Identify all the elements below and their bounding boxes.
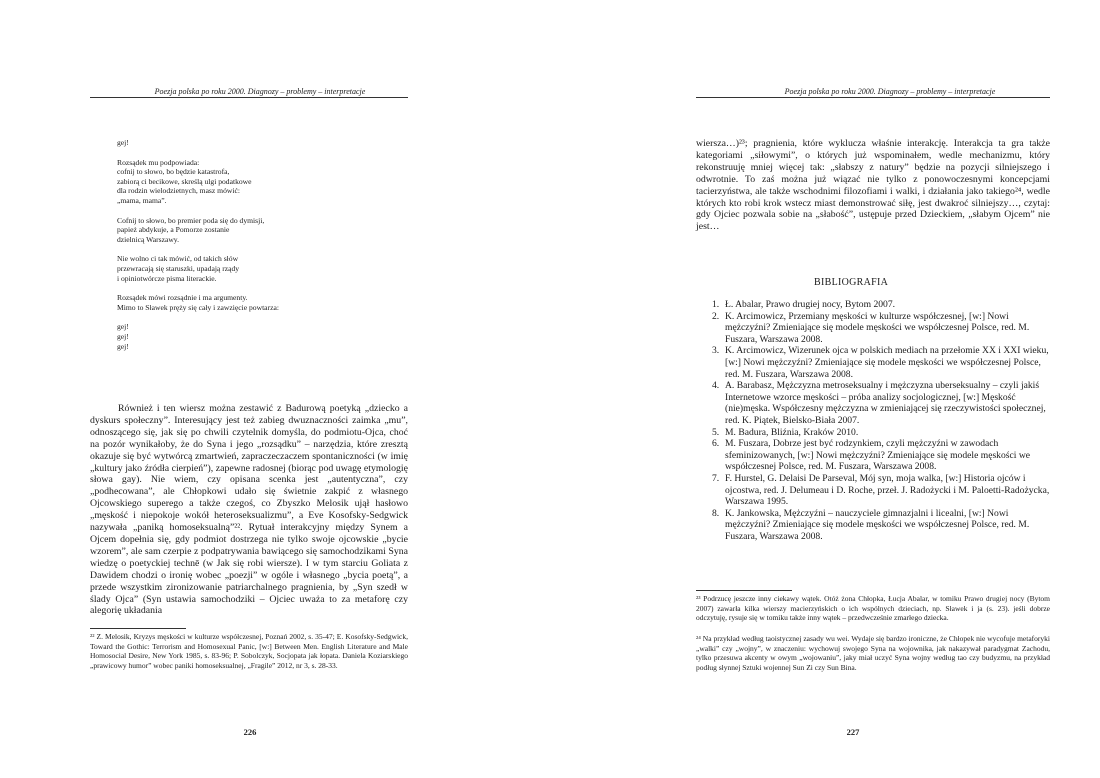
footnote: ²² Z. Melosik, Kryzys męskości w kulturze współczesnej, Poznań 2002, s. 35-47; E. Kosofsky-Sedgwick, Toward the Gothic: Terrorism and Homosexual Panic, [w:] Between Men. English Literature and Male Homosocial Desire, New York 1985, s. 83-96; P. Sobolczyk, Socjopata jak łopata. Daniela Koziarskiego „prawicowy humor” wobec paniki homoseksualnej, „Fragile” 2012, nr 3, s. 28-33. [90,632,408,670]
page-number: 227 [846,727,860,737]
header-rule [90,97,408,98]
bibliography-item: 8. K. Jankowska, Mężczyźni – nauczyciele gimnazjalni i licealni, [w:] Nowi mężczyźni? Zmieniające się modele męskości we współczesnej Polsce, red. M. Fuszara, Warszawa 2008. [712,507,1030,542]
bibliography-item: 3. K. Arcimowicz, Wizerunek ojca w polskich mediach na przełomie XX i XXI wieku, [w:] Nowi mężczyźni? Zmieniające się modele męskości we współczesnej Polsce, red. M. Fuszara, Warszawa 2008. [712,345,1049,380]
running-head: Poezja polska po roku 2000. Diagnozy – problemy – interpretacje [784,87,996,96]
poem-stanza: Rozsądek mu podpowiada: cofnij to słowo, bo będzie katastrofa, zabiorą ci becikowe, skreślą ulgi podatkowe dla rodzin wielodzietnych, masz mówić: „mama, mama”. [117,157,252,205]
right-page [550,0,1100,778]
body-text: Również i ten wiersz można zestawić z Badurową poetyką „dziecko a dyskurs społeczny”. Interesujący jest też zabieg dwuznaczności zaimka „mu”, odnoszącego się, jak się po chwili czytelnik domyśla, do podmiotu-Ojca, choć na pozór wynikałoby, że do Syna i jego „rozsądku” – narzędzia, które zresztą okazuje się być wytwórcą zmartwień, zapraczeczaczem spontaniczności (w imię „kultury jako źródła cierpień”), zapewne radosnej (biorąc pod uwagę etymologię słowa gay). Nie wiem, czy opisana scenka jest „autentyczna”, czy „podhecowana”, ale Chłopkowi udało się świetnie zakpić z własnego Ojcowskiego superego a także czegoś, co Zbyszko Melosik ujął hasłowo „męskość i niepokoje wokół heteroseksualizmu”, a Eve Kosofsky-Sedgwick nazywała „paniką homoseksualną”²². Rytuał interakcyjny między Synem a Ojcem dopełnia się, gdy podmiot dostrzega nie tylko swoje ojcowskie „bycie wzorem”, ale sam czerpie z podpatrywania bawiącego się samochodzikami Syna wiedzę o poetyckiej technē (w Jak się robi wiersze). I w tym starciu Goliata z Dawidem chodzi o ironię wobec „poezji” w ogóle i własnego „bycia poetą”, a przede wszystkim zironizowanie patriarchalnego pragnienia, by „Syn szedł w ślady Ojca” (Syn ustawia samochodziki – Ojciec uważa to za metaforę czy alegorię układania [90,403,408,617]
poem [117,138,377,359]
running-head: Poezja polska po roku 2000. Diagnozy – problemy – interpretacje [154,87,366,96]
bibliography-list [712,299,1050,542]
poem-stanza: Nie wolno ci tak mówić, od takich słów przewracają się staruszki, upadają rządy i opiniotwórcze pisma literackie. [117,254,240,283]
body-text: wiersza…)²³; pragnienia, które wyklucza właśnie interakcję. Interakcja ta gra także kategoriami „siłowymi”, o których już wspominałem, wedle mechanizmu, który rekonstruuję mniej więcej tak: „słabszy z natury” będzie na pozycji silniejszego i odwrotnie. To zaś można już wiązać nie tylko z ponowoczesnymi koncepcjami tacierzyństwa, ale także wschodnimi filozofiami i walki, i działania jako takiego²⁴, wedle których kto robi krok wstecz miast demonstrować siłę, jest dwakroć silniejszy…, czytaj: gdy Ojciec pozwala sobie na „słabość”, ustępuje przed Dzieckiem, „słabym Ojcem” nie jest… [696,138,1050,233]
footnote: ²³ Podrzucę jeszcze inny ciekawy wątek. Otóż żona Chłopka, Łucja Abalar, w tomiku Prawo drugiej nocy (Bytom 2007) zawarła kilka wierszy macierzyńskich o ich wspólnych dzieciach, np. Sławek i ja (s. 23). jeśli dobrze odczytuję, rysuje się w tomiku także inny wątek – przedwcześnie zmarłego dziecka. [696,594,1050,623]
footnote: ²⁴ Na przykład według taoistycznej zasady wu wei. Wydaje się bardzo ironiczne, że Chłopek nie wycofuje metaforyki „walki” czy „wojny”, w znaczeniu: wychowuj swojego Syna na wojownika, jak nakazywał paradygmat Zachodu, tylko przesuwa akcenty w owym „wojowaniu”, jaky miał uczyć Syna wojny według tao czy budyzmu, na przykład podług słynnej Sztuki wojennej Sun Zi czy Sun Bina. [696,634,1050,672]
bibliography-item: 6. M. Fuszara, Dobrze jest być rodzynkiem, czyli mężczyźni w zawodach sfeminizowanych, [w:] Nowi mężczyźni? Zmieniające się modele męskości we współczesnej Polsce, red. M. Fuszara, Warszawa 2008. [712,438,1031,473]
bibliography-item: 1. Ł. Abalar, Prawo drugiej nocy, Bytom 2007. [712,299,896,310]
poem-stanza: Rozsądek mówi rozsądnie i ma argumenty. Mimo to Sławek pręży się cały i zawzięcie powtarza: [117,293,279,312]
poem-stanza: gej! gej! gej! [117,322,129,351]
bibliography-item: 7. F. Hurstel, G. Delaisi De Parseval, Mój syn, moja walka, [w:] Historia ojców i ojcostwa, red. J. Delumeau i D. Roche, przeł. J. Radożycki i M. Paloetti-Radożycka, Warszawa 1995. [712,472,1050,508]
bibliography-title: BIBLIOGRAFIA [814,277,889,288]
footnote-rule [90,628,186,629]
bibliography-item: 2. K. Arcimowicz, Przemiany męskości w kulturze współczesnej, [w:] Nowi mężczyźni? Zmieniające się modele męskości we współczesnej Polsce, red. M. Fuszara, Warszawa 2008. [712,310,1030,345]
page-number: 226 [243,727,257,737]
header-rule [696,97,1050,98]
bibliography-item: 5. M. Badura, Bliźnia, Kraków 2010. [712,426,859,438]
poem-stanza: gej! [117,138,129,147]
poem-stanza: Cofnij to słowo, bo premier poda się do dymisji, papież abdykuje, a Pomorze zostanie dzielnicą Warszawy. [117,215,265,244]
footnote-rule [696,590,792,591]
bibliography-item: 4. A. Barabasz, Mężczyzna metroseksualny i mężczyzna uberseksualny – czyli jakiś Internetowe wzorce męskości – próba analizy socjologicznej, [w:] Męskość (nie)męska. Współczesny mężczyzna w zmieniającej się rzeczywistości społecznej, red. K. Piątek, Bielsko-Biała 2007. [712,380,1046,426]
